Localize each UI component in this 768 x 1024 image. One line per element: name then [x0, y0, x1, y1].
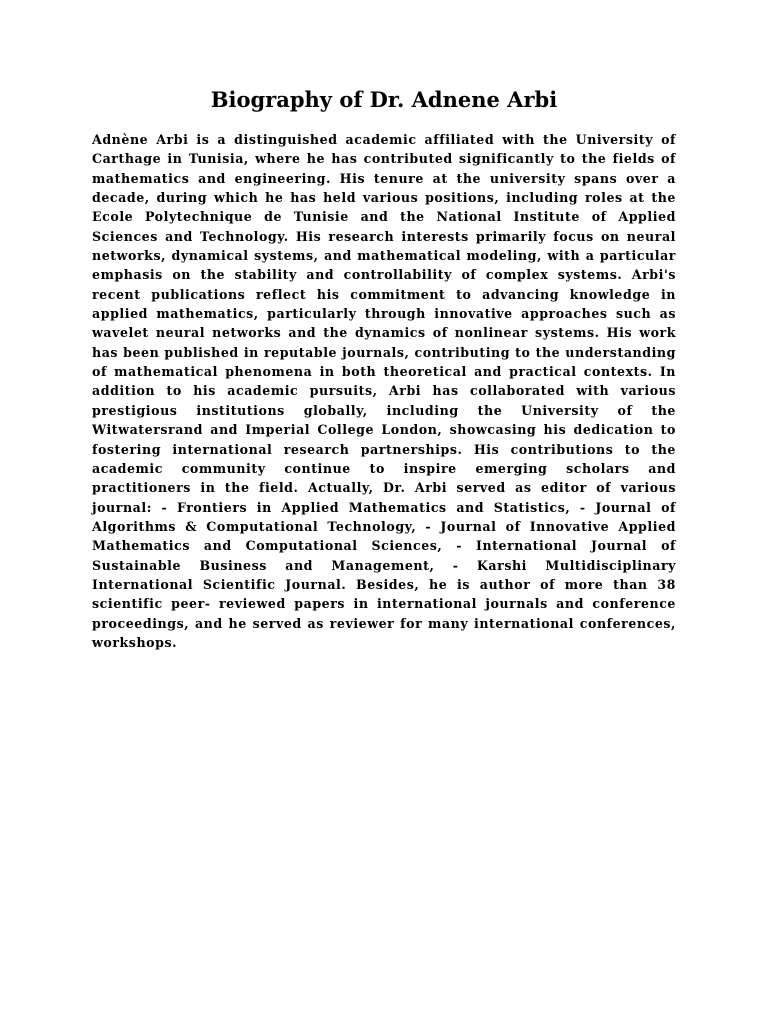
biography-paragraph: Adnène Arbi is a distinguished academic affiliated with the University of Carthage in Tunisia, where he has contributed significantly to the fields of mathematics and engineering. His tenure at the university spans over a decade, during which he has held various positions, including roles at the Ecole Polytechnique de Tunisie and the National Institute of Applied Sciences and Technology. His research interests primarily focus on neural networks, dynamical systems, and mathematical modeling, with a particular emphasis on the stability and controllability of complex systems. Arbi's recent publications reflect his commitment to advancing knowledge in applied mathematics, particularly through innovative approaches such as wavelet neural networks and the dynamics of nonlinear systems. His work has been published in reputable journals, contributing to the understanding of mathematical phenomena in both theoretical and practical contexts. In addition to his academic pursuits, Arbi has collaborated with various prestigious institutions globally, including the University of the Witwatersrand and Imperial College London, showcasing his dedication to fostering international research partnerships. His contributions to the academic community continue to inspire emerging scholars and practitioners in the field. Actually, Dr. Arbi served as editor of various journal: - Frontiers in Applied Mathematics and Statistics, - Journal of Algorithms & Computational Technology, - Journal of Innovative Applied Mathematics and Computational Sciences, - International Journal of Sustainable Business and Management, - Karshi Multidisciplinary International Scientific Journal. Besides, he is author of more than 38 scientific peer- reviewed papers in international journals and conference proceedings, and he served as reviewer for many international conferences, workshops.: [92, 132, 676, 650]
page-title: Biography of Dr. Adnene Arbi: [210, 87, 558, 112]
